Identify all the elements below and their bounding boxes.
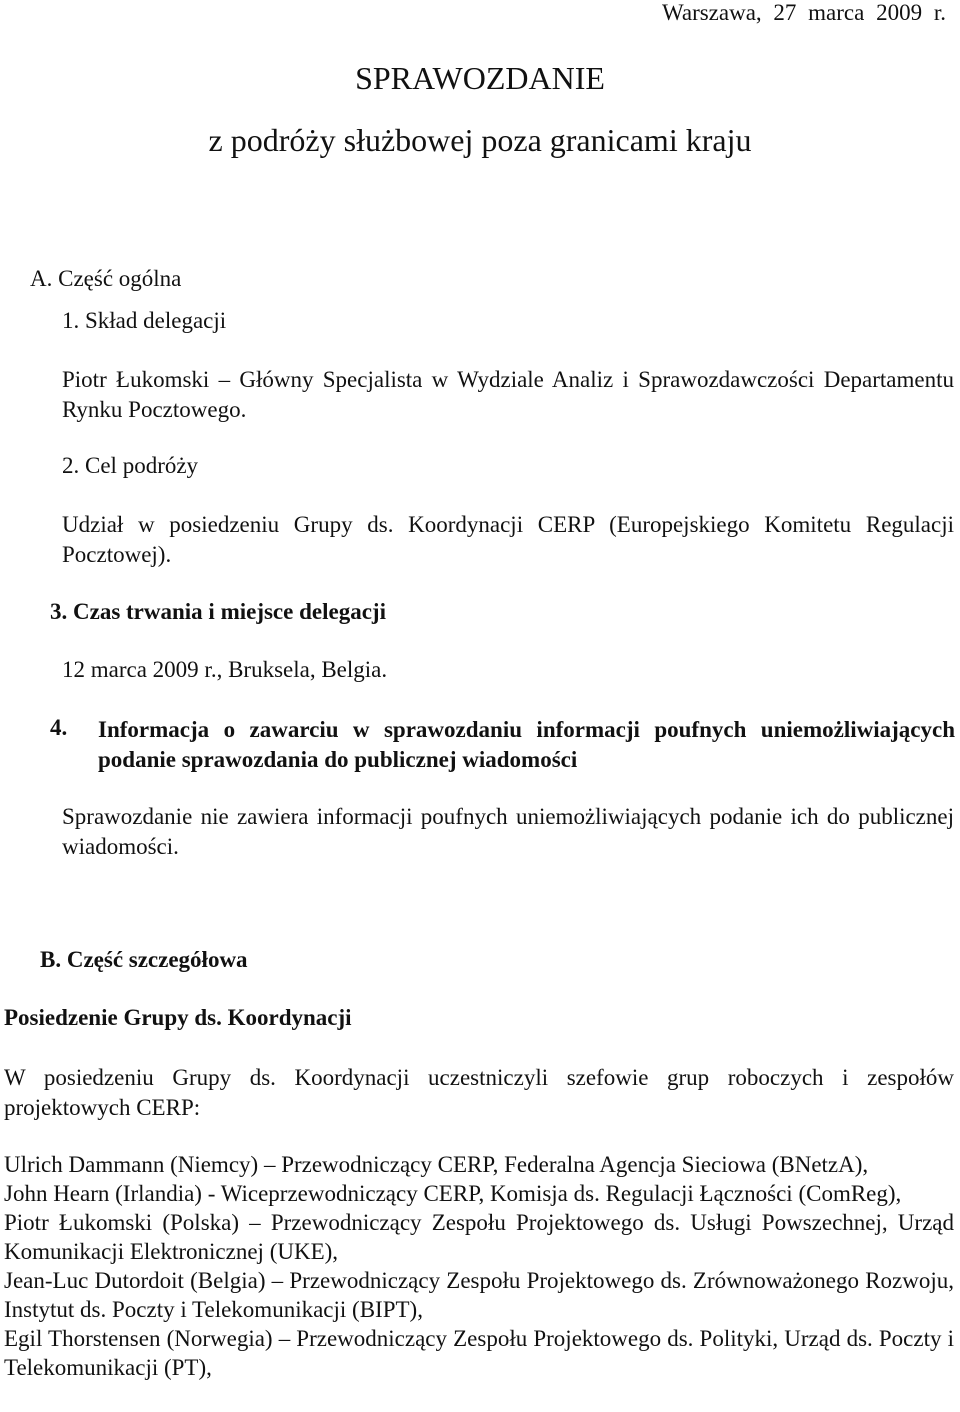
- participant-entry: Jean-Luc Dutordoit (Belgia) – Przewodniczący Zespołu Projektowego ds. Zrównoważonego Rozwoju, Instytut ds. Poczty i Telekomunikacji (BIPT),: [4, 1268, 954, 1322]
- document-title: SPRAWOZDANIE: [355, 60, 605, 96]
- participant-entry: Egil Thorstensen (Norwegia) – Przewodniczący Zespołu Projektowego ds. Polityki, Urząd ds. Poczty i Telekomunikacji (PT),: [4, 1326, 954, 1380]
- section-b-heading: B. Część szczegółowa: [40, 947, 248, 972]
- item-3-heading: 3. Czas trwania i miejsce delegacji: [50, 599, 386, 624]
- item-2-heading: 2. Cel podróży: [62, 453, 199, 478]
- item-4-text: Sprawozdanie nie zawiera informacji poufnych uniemożliwiających podanie ich do publicznej wiadomości.: [62, 804, 954, 859]
- participant-entry: Piotr Łukomski (Polska) – Przewodniczący Zespołu Projektowego ds. Usługi Powszechnej, Urząd Komunikacji Elektronicznej (UKE),: [4, 1210, 954, 1264]
- section-b-intro: W posiedzeniu Grupy ds. Koordynacji uczestniczyli szefowie grup roboczych i zespołów projektowych CERP:: [4, 1065, 954, 1120]
- participants-list: [4, 1150, 954, 1382]
- participant-entry: Ulrich Dammann (Niemcy) – Przewodniczący CERP, Federalna Agencja Sieciowa (BNetzA),: [4, 1152, 869, 1177]
- item-4-heading-text: Informacja o zawarciu w sprawozdaniu informacji poufnych uniemożliwiających podanie sprawozdania do publicznej wiadomości: [98, 717, 955, 772]
- item-2-text: Udział w posiedzeniu Grupy ds. Koordynacji CERP (Europejskiego Komitetu Regulacji Pocztowej).: [62, 512, 954, 567]
- item-1-text: Piotr Łukomski – Główny Specjalista w Wydziale Analiz i Sprawozdawczości Departamentu Rynku Pocztowego.: [62, 367, 954, 422]
- section-a-heading: A. Część ogólna: [30, 266, 182, 291]
- item-3-text: 12 marca 2009 r., Bruksela, Belgia.: [62, 657, 388, 682]
- document-date: Warszawa, 27 marca 2009 r.: [662, 0, 946, 25]
- item-4-number: 4.: [50, 715, 68, 740]
- document-subtitle: z podróży służbowej poza granicami kraju: [208, 122, 752, 158]
- participant-entry: John Hearn (Irlandia) - Wiceprzewodniczący CERP, Komisja ds. Regulacji Łączności (ComReg),: [4, 1181, 902, 1206]
- section-b-subheading: Posiedzenie Grupy ds. Koordynacji: [4, 1005, 352, 1030]
- item-1-heading: 1. Skład delegacji: [62, 308, 227, 333]
